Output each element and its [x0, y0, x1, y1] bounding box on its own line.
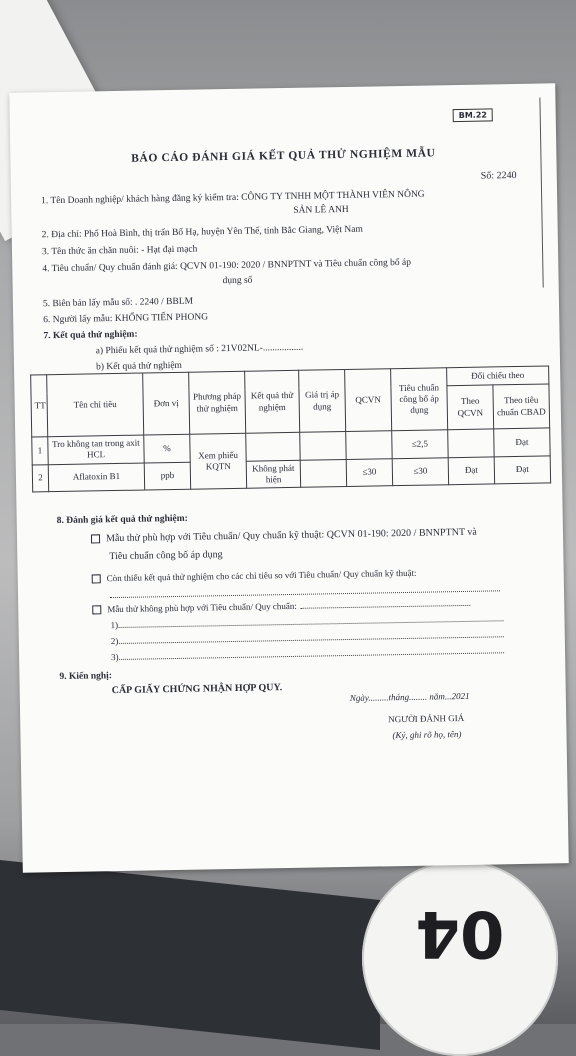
margin-line — [539, 98, 543, 288]
company-field: 1. Tên Doanh nghiệp/ khách hàng đăng ký kiểm tra: CÔNG TY TNHH MỘT THÀNH VIÊN NÔNG — [41, 189, 425, 207]
test-result-heading: 7. Kết quả thử nghiệm: — [43, 329, 138, 342]
checkbox-fail[interactable] — [92, 606, 101, 615]
evaluation-heading: 8. Đánh giá kết quả thử nghiệm: — [56, 513, 188, 527]
option-fail-label: Mẫu thử không phù hợp với Tiêu chuẩn/ Quy chuẩn: — [107, 600, 297, 615]
row-by-cbad: Đạt — [494, 455, 550, 483]
header-applied: Giá trị áp dụng — [299, 370, 346, 433]
row-applied — [300, 432, 346, 460]
checkbox-missing[interactable] — [92, 575, 101, 584]
checkbox-pass[interactable] — [91, 535, 100, 544]
report-document — [9, 83, 569, 872]
row-method: Xem phiếu KQTN — [190, 433, 247, 489]
row-qcvn: ≤30 — [346, 458, 392, 486]
form-code-box: BM.22 — [453, 108, 493, 122]
header-qcvn: QCVN — [345, 369, 392, 432]
row-result: Không phát hiện — [246, 460, 300, 488]
standard-field-cont: dụng số — [222, 275, 253, 287]
report-title: BÁO CÁO ĐÁNH GIÁ KẾT QUẢ THỬ NGHIỆM MẪU — [131, 147, 436, 165]
fail-line-3: 3) — [111, 644, 504, 662]
option-pass-label-cont: Tiêu chuẩn công bố áp dụng — [109, 549, 223, 563]
option-pass-label: Mẫu thử phù hợp với Tiêu chuẩn/ Quy chuẩn kỹ thuật: QCVN 01-190: 2020 / BNNPTNT và — [105, 526, 477, 545]
row-by-cbad: Đạt — [494, 428, 550, 456]
report-number: Số: 2240 — [480, 169, 517, 182]
number-sticker — [362, 860, 558, 1056]
signature-role: NGƯỜI ĐÁNH GIÁ — [388, 712, 465, 725]
standard-field: 4. Tiêu chuẩn/ Quy chuẩn đánh giá: QCVN 01-190: 2020 / BNNPTNT và Tiêu chuẩn công bố áp — [42, 257, 412, 275]
header-compare: Đối chiếu theo — [447, 366, 549, 386]
feed-name-field: 3. Tên thức ăn chăn nuôi: - Hạt đại mạch — [41, 244, 198, 258]
header-criteria: Tên chỉ tiêu — [47, 373, 144, 437]
sampler-field: 6. Người lấy mẫu: KHỔNG TIẾN PHONG — [43, 312, 209, 326]
header-by-qcvn: Theo QCVN — [447, 385, 494, 430]
address-field: 2. Địa chỉ: Phố Hoà Bình, thị trấn Bố Hạ, huyện Yên Thế, tỉnh Bắc Giang, Việt Nam — [41, 224, 363, 241]
fail-line-2: 2) — [111, 628, 504, 646]
row-result — [246, 432, 300, 460]
option-missing-label: Còn thiếu kết quả thử nghiệm cho các chỉ tiêu so với Tiêu chuẩn/ Quy chuẩn kỹ thuật: — [106, 567, 417, 584]
fail-line-1: 1) — [110, 612, 503, 630]
recommendation-text: CẤP GIẤY CHỨNG NHẬN HỢP QUY. — [111, 682, 283, 697]
evaluation-option-pass[interactable] — [91, 527, 477, 545]
results-table — [30, 365, 551, 492]
header-unit: Đơn vị — [143, 372, 190, 435]
company-field-cont: SẢN LÊ ANH — [293, 204, 349, 216]
header-method: Phương pháp thử nghiệm — [189, 371, 246, 434]
signature-date: Ngày.........tháng........ năm...2021 — [349, 690, 470, 703]
test-slip-field: a) Phiếu kết quả thử nghiệm số : 21V02NL-................. — [95, 342, 304, 357]
row-unit: ppb — [144, 462, 190, 490]
row-declared: ≤2,5 — [392, 430, 448, 458]
header-by-cbad: Theo tiêu chuẩn CBAD — [493, 384, 550, 429]
header-tt: TT — [31, 375, 48, 437]
signature-note: (Ký, ghi rõ họ, tên) — [392, 729, 462, 741]
row-criteria: Tro không tan trong axit HCL — [48, 435, 144, 464]
row-unit: % — [144, 434, 190, 462]
recommendation-heading: 9. Kiến nghị: — [59, 671, 113, 683]
row-tt: 2 — [32, 464, 48, 492]
header-result: Kết quả thử nghiệm — [245, 370, 300, 433]
header-declared: Tiêu chuẩn công bố áp dụng — [391, 368, 448, 431]
row-by-qcvn — [448, 429, 494, 457]
row-tt: 1 — [32, 437, 48, 465]
sticker-number: 04 — [415, 896, 505, 970]
row-declared: ≤30 — [392, 457, 448, 485]
row-qcvn — [346, 431, 392, 459]
row-applied — [300, 459, 346, 487]
row-by-qcvn: Đạt — [448, 456, 494, 484]
sampling-record-field: 5. Biên bản lấy mẫu số: . 2240 / BBLM — [42, 296, 194, 310]
test-table-label: b) Kết quả thử nghiệm — [95, 360, 183, 373]
row-criteria: Aflatoxin B1 — [48, 463, 144, 492]
